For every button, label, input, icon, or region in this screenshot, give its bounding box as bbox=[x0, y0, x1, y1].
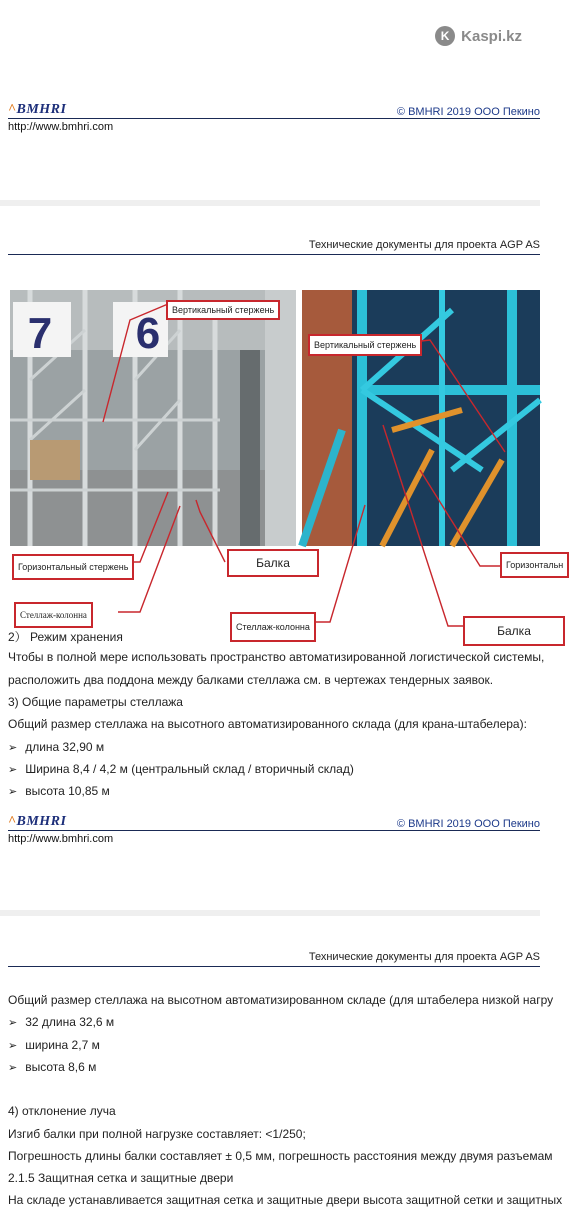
p3-width: ➢ ширина 2,7 м bbox=[8, 1038, 100, 1052]
callout-vertical-rod-left: Вертикальный стержень bbox=[166, 300, 280, 320]
tolerance-text: Погрешность длины балки составляет ± 0,5 мм, погрешность расстояния между двумя разъемам bbox=[8, 1149, 553, 1163]
page-separator bbox=[0, 200, 540, 206]
footer-copyright: © BMHRI 2019 ООО Пекино bbox=[396, 106, 540, 118]
panel-number-7: 7 bbox=[27, 309, 53, 358]
panel-number-6: 6 bbox=[135, 309, 161, 358]
doc-header-title-3: Технические документы для проекта AGP AS bbox=[308, 951, 540, 963]
callout-rack-column-right: Стеллаж-колонна bbox=[230, 612, 316, 642]
callout-rack-column-left: Стеллаж-колонна bbox=[14, 602, 93, 628]
p3-intro: Общий размер стеллажа на высотном автоматизированном складе (для штабелера низкой нагру bbox=[8, 993, 554, 1007]
params-intro: Общий размер стеллажа на высотного автоматизированного склада (для крана-штабелера): bbox=[8, 717, 527, 731]
footer-url-2[interactable]: http://www.bmhri.com bbox=[8, 833, 114, 845]
param-length: ➢ длина 32,90 м bbox=[8, 740, 104, 754]
kaspi-logo-icon: K bbox=[435, 26, 455, 46]
footer-copyright-2: © BMHRI 2019 ООО Пекино bbox=[396, 818, 540, 830]
footer-rule-2 bbox=[8, 830, 540, 831]
footer-rule bbox=[8, 118, 540, 119]
callout-vertical-rod-right: Вертикальный стержень bbox=[308, 334, 422, 356]
callout-horizontal-rod-left: Горизонтальный стержень bbox=[12, 554, 134, 580]
header-rule-3 bbox=[8, 966, 540, 967]
storage-heading: 2） Режим хранения bbox=[8, 630, 123, 644]
p3-height: ➢ высота 8,6 м bbox=[8, 1060, 96, 1074]
p3-length: ➢ 32 длина 32,6 м bbox=[8, 1015, 114, 1029]
deflection-heading: 4) отклонение луча bbox=[8, 1104, 116, 1118]
section-2-1-5: 2.1.5 Защитная сетка и защитные двери bbox=[8, 1171, 234, 1185]
cut-off-line: На складе устанавливается защитная сетка и защитные двери высота защитной сетки и защитных bbox=[8, 1193, 563, 1207]
kaspi-brand: Kaspi.kz bbox=[461, 27, 522, 45]
params-heading: 3) Общие параметры стеллажа bbox=[8, 695, 183, 709]
storage-text-1: Чтобы в полной мере использовать пространство автоматизированной логистической системы, bbox=[8, 650, 545, 664]
footer-url[interactable]: http://www.bmhri.com bbox=[8, 121, 114, 133]
doc-header-title: Технические документы для проекта AGP AS bbox=[308, 239, 540, 251]
callout-beam-left: Балка bbox=[227, 549, 319, 577]
callout-beam-right: Балка bbox=[463, 616, 565, 646]
callout-horizontal-rod-right: Горизонтальн bbox=[500, 552, 569, 578]
bmhri-logo: ^BMHRI bbox=[8, 102, 67, 117]
param-width: ➢ Ширина 8,4 / 4,2 м (центральный склад / вторичный склад) bbox=[8, 762, 354, 776]
callout-leaders bbox=[0, 280, 540, 650]
kaspi-watermark bbox=[435, 26, 522, 46]
storage-text-2: расположить два поддона между балками стеллажа см. в чертежах тендерных заявок. bbox=[8, 673, 494, 687]
param-height: ➢ высота 10,85 м bbox=[8, 784, 110, 798]
header-rule bbox=[8, 254, 540, 255]
page-separator-2 bbox=[0, 910, 540, 916]
deflection-text: Изгиб балки при полной нагрузке составляет: <1/250; bbox=[8, 1127, 306, 1141]
bmhri-logo-2: ^BMHRI bbox=[8, 814, 67, 829]
